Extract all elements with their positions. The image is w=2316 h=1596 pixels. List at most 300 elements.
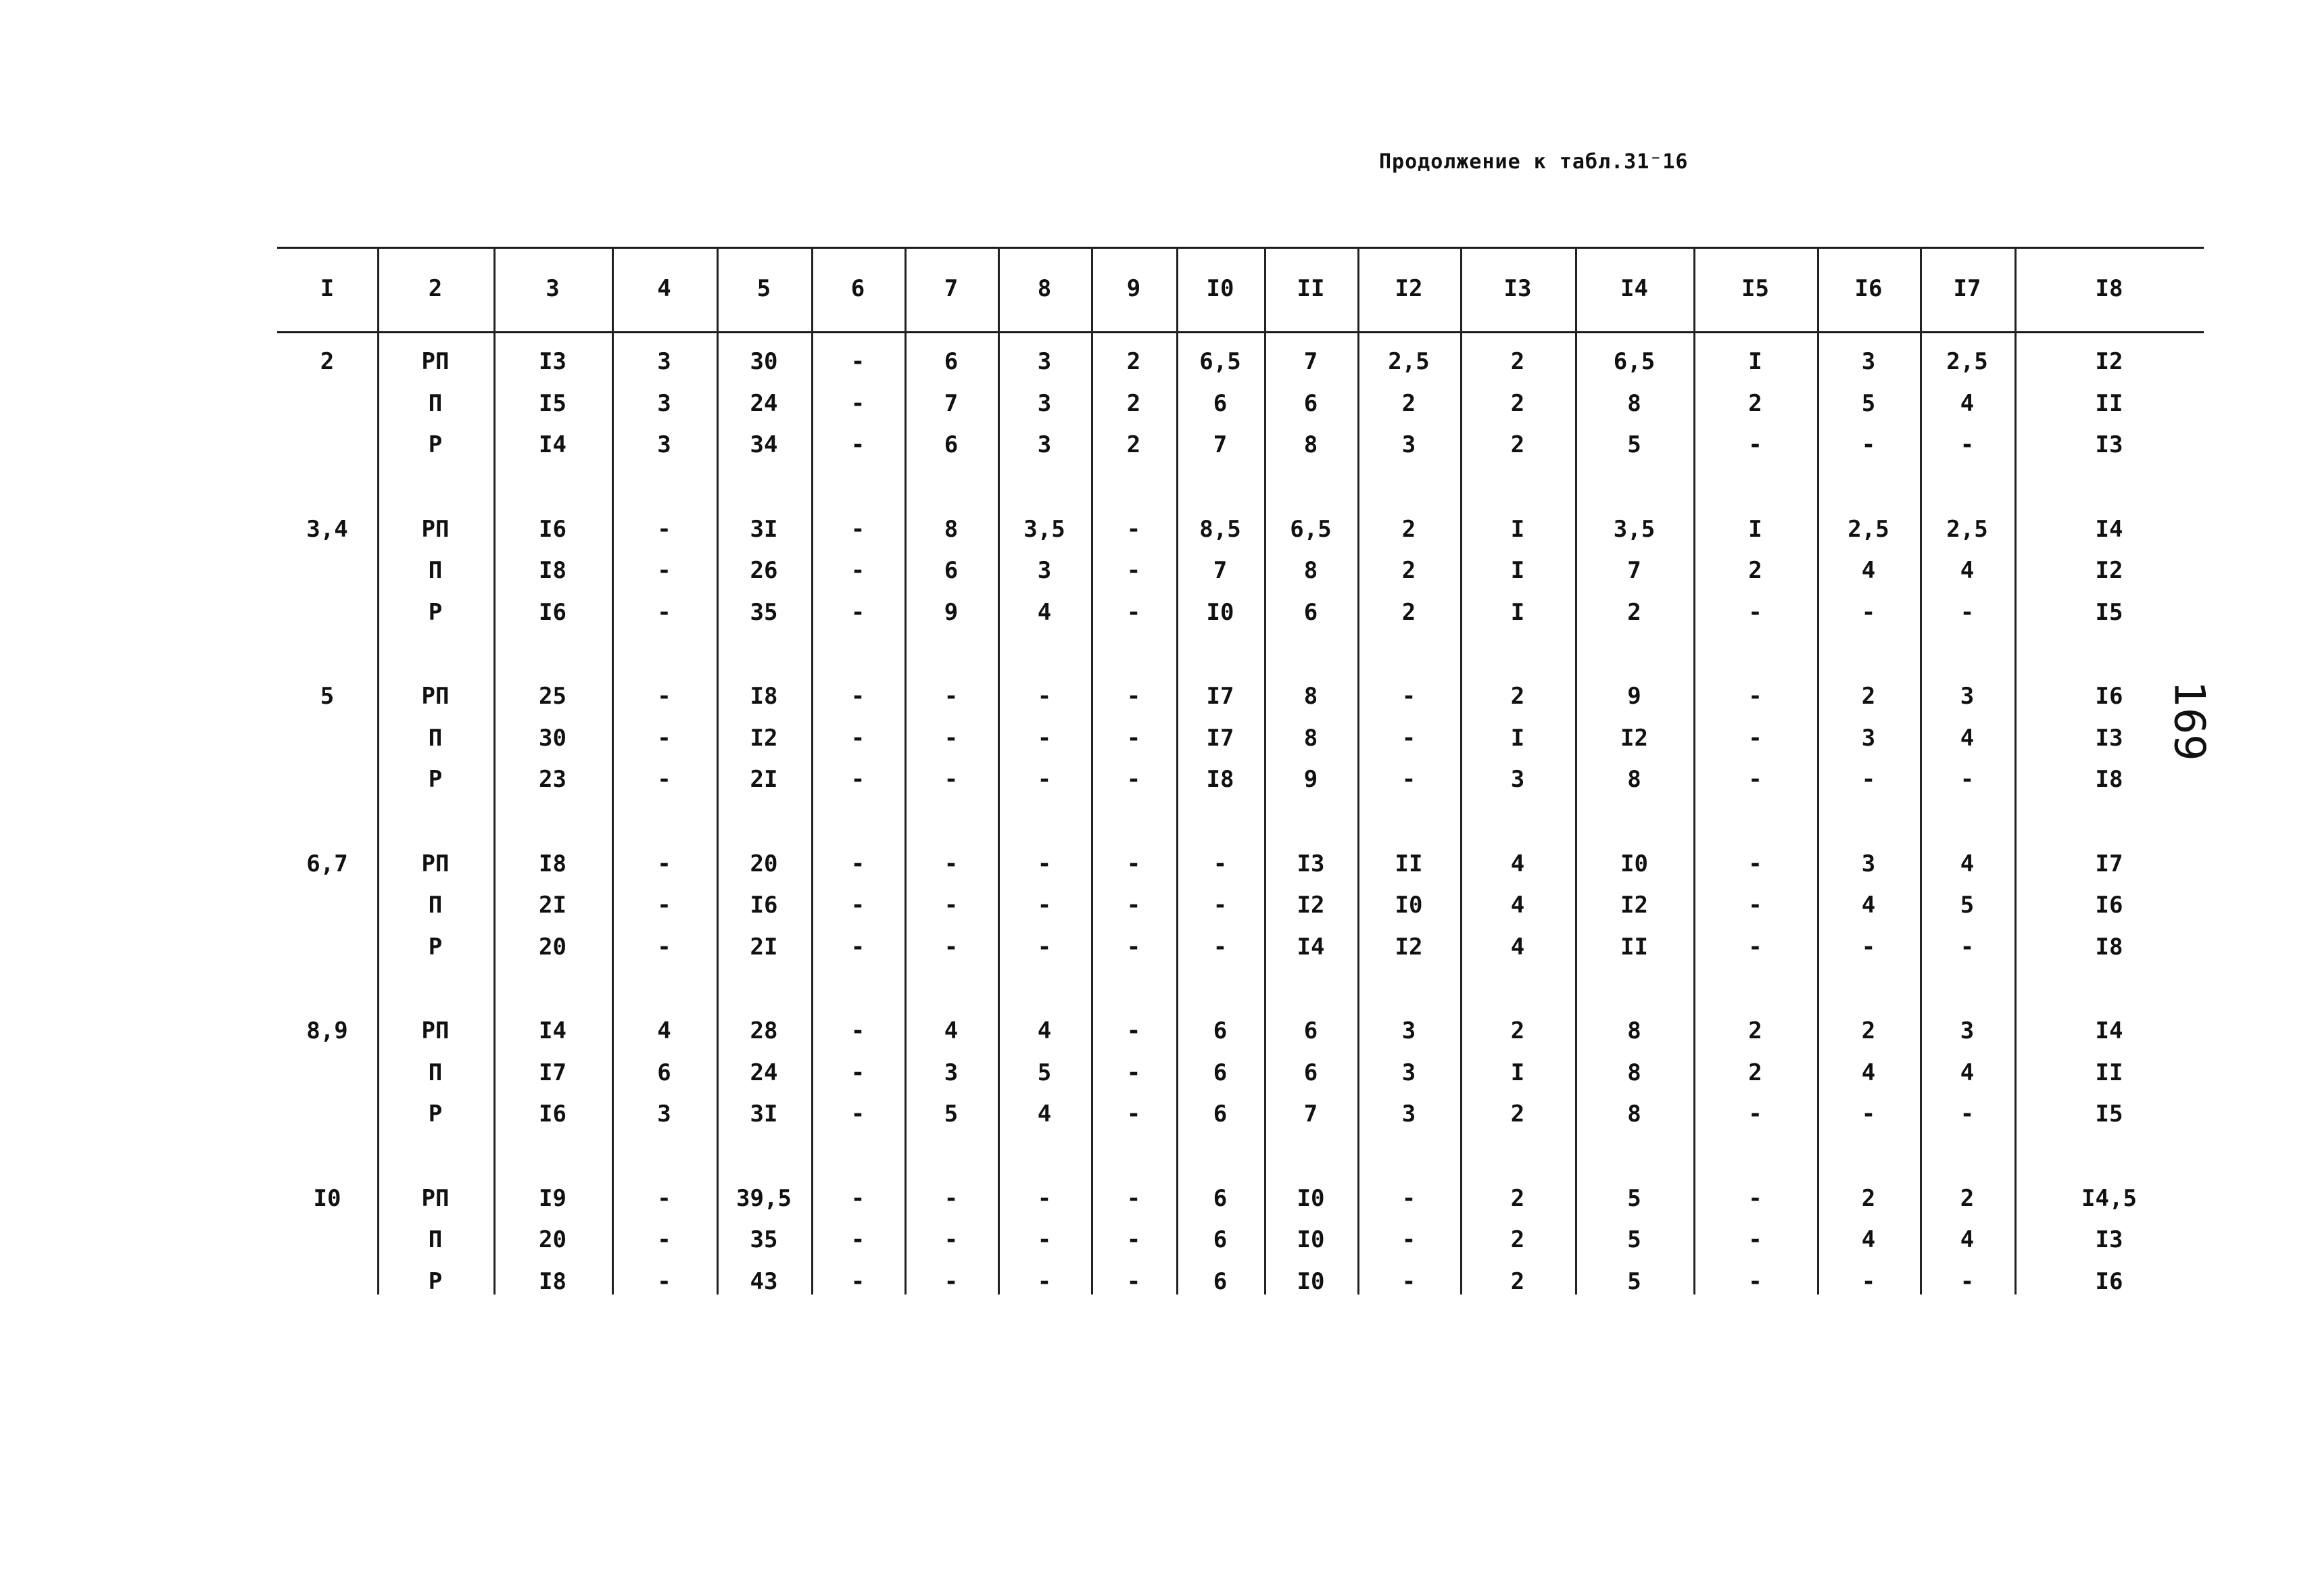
- table-cell: I3: [1297, 850, 1325, 877]
- table-cell: 2I: [750, 766, 778, 793]
- table-cell: I8: [750, 683, 778, 710]
- table-cell: I8: [539, 1267, 566, 1295]
- table-cell: I2: [1620, 724, 1648, 752]
- table-cell: -: [1126, 598, 1141, 626]
- table-cell: -: [1401, 1267, 1416, 1295]
- table-cell: -: [1748, 1184, 1762, 1212]
- header-cell: 6: [850, 275, 865, 302]
- table-cell: II: [1395, 850, 1423, 877]
- table-cell: I: [1510, 1059, 1525, 1086]
- table-cell: 3: [1960, 1017, 1975, 1044]
- table-cell: 25: [539, 683, 566, 710]
- table-cell: 3: [1401, 431, 1416, 458]
- table-cell: -: [850, 1101, 865, 1128]
- table-cell: I6: [539, 515, 566, 543]
- table-cell: РП: [421, 515, 450, 543]
- group-id-cell: 5: [320, 683, 335, 710]
- table-cell: -: [1126, 683, 1141, 710]
- table-cell: I4: [2095, 515, 2123, 543]
- table-cell: -: [1037, 1267, 1052, 1295]
- header-cell: I8: [2095, 275, 2123, 302]
- table-cell: -: [657, 850, 671, 877]
- table-cell: I8: [2095, 766, 2123, 793]
- table-cell: -: [657, 892, 671, 919]
- group-id-cell: I0: [313, 1184, 341, 1212]
- header-cell: I3: [1503, 275, 1532, 302]
- table-cell: Р: [428, 598, 443, 626]
- table-cell: -: [657, 683, 671, 710]
- table-cell: -: [944, 892, 959, 919]
- table-cell: 2,5: [1946, 348, 1988, 375]
- table-cell: I8: [539, 557, 566, 584]
- table-cell: -: [657, 515, 671, 543]
- header-cell: I2: [1395, 275, 1423, 302]
- table-cell: 6: [1303, 1017, 1318, 1044]
- table-cell: 23: [539, 766, 566, 793]
- table-cell: 2: [1510, 1101, 1525, 1128]
- table-cell: 2: [1126, 348, 1141, 375]
- table-cell: 43: [750, 1267, 778, 1295]
- table-cell: I0: [1297, 1184, 1325, 1212]
- table-cell: 4: [1960, 1059, 1975, 1086]
- table-cell: -: [1861, 933, 1876, 961]
- table-cell: 24: [750, 389, 778, 417]
- table-cell: -: [657, 724, 671, 752]
- table-cell: 6: [1213, 1059, 1228, 1086]
- table-cell: I6: [2095, 1267, 2123, 1295]
- table-cell: -: [657, 557, 671, 584]
- table-cell: -: [1861, 1267, 1876, 1295]
- table-cell: I5: [2095, 1101, 2123, 1128]
- table-cell: П: [428, 1059, 443, 1086]
- table-cell: -: [850, 1226, 865, 1253]
- table-cell: 4: [1510, 892, 1525, 919]
- table-cell: -: [1037, 850, 1052, 877]
- table-cell: -: [1748, 1101, 1762, 1128]
- table-cell: 4: [1510, 850, 1525, 877]
- table-cell: -: [1126, 724, 1141, 752]
- table-cell: 4: [1861, 557, 1876, 584]
- table-cell: I2: [2095, 348, 2123, 375]
- table-cell: I6: [750, 892, 778, 919]
- table-cell: -: [1126, 515, 1141, 543]
- table-cell: -: [1126, 766, 1141, 793]
- table-cell: 7: [1303, 348, 1318, 375]
- table-cell: 2I: [539, 892, 566, 919]
- table-cell: 6: [944, 557, 959, 584]
- table-cell: 2: [1861, 1184, 1876, 1212]
- table-cell: -: [1401, 766, 1416, 793]
- table-cell: -: [1748, 1267, 1762, 1295]
- table-cell: I8: [1206, 766, 1234, 793]
- table-cell: 2,5: [1946, 515, 1988, 543]
- table-header-rule: [277, 331, 2204, 333]
- table-cell: 2: [1510, 348, 1525, 375]
- table-cell: 20: [750, 850, 778, 877]
- table-cell: 26: [750, 557, 778, 584]
- table-cell: 7: [1213, 431, 1228, 458]
- table-cell: -: [1960, 1267, 1975, 1295]
- table-cell: I0: [1395, 892, 1423, 919]
- table-cell: 2: [1510, 683, 1525, 710]
- table-cell: -: [1126, 1267, 1141, 1295]
- table-cell: 3I: [750, 515, 778, 543]
- table-cell: -: [1748, 724, 1762, 752]
- table-cell: 2,5: [1848, 515, 1889, 543]
- table-cell: I4: [539, 1017, 566, 1044]
- table-cell: I2: [1620, 892, 1648, 919]
- table-cell: 2: [1510, 431, 1525, 458]
- group-id-cell: 2: [320, 348, 335, 375]
- table-cell: -: [1401, 683, 1416, 710]
- table-cell: 6: [1213, 1101, 1228, 1128]
- table-cell: РП: [421, 850, 450, 877]
- table-cell: 4: [1510, 933, 1525, 961]
- group-id-cell: 3,4: [306, 515, 348, 543]
- table-cell: -: [1037, 892, 1052, 919]
- table-cell: РП: [421, 1184, 450, 1212]
- table-cell: 3: [657, 389, 671, 417]
- table-cell: I2: [1395, 933, 1423, 961]
- table-cell: 5: [1960, 892, 1975, 919]
- table-cell: -: [1037, 1184, 1052, 1212]
- group-id-cell: 6,7: [306, 850, 348, 877]
- table-cell: -: [1401, 724, 1416, 752]
- table-cell: 3I: [750, 1101, 778, 1128]
- table-cell: -: [1126, 1226, 1141, 1253]
- table-cell: -: [1126, 557, 1141, 584]
- table-cell: 3: [1037, 431, 1052, 458]
- table-cell: -: [1748, 431, 1762, 458]
- table-cell: I3: [2095, 1226, 2123, 1253]
- table-cell: I0: [1206, 598, 1234, 626]
- table-cell: 4: [657, 1017, 671, 1044]
- table-cell: -: [1126, 1017, 1141, 1044]
- table-cell: 4: [1960, 1226, 1975, 1253]
- table-cell: 2I: [750, 933, 778, 961]
- table-cell: 7: [944, 389, 959, 417]
- table-cell: 8: [944, 515, 959, 543]
- table-cell: 6: [1213, 1184, 1228, 1212]
- table-cell: I7: [2095, 850, 2123, 877]
- table-cell: -: [944, 683, 959, 710]
- header-cell: I5: [1741, 275, 1769, 302]
- table-cell: -: [944, 1226, 959, 1253]
- table-cell: -: [850, 683, 865, 710]
- table-cell: -: [944, 933, 959, 961]
- table-cell: -: [850, 724, 865, 752]
- table-cell: I3: [2095, 431, 2123, 458]
- table-cell: 3: [1401, 1101, 1416, 1128]
- table-cell: Р: [428, 1101, 443, 1128]
- table-cell: I2: [2095, 557, 2123, 584]
- table-cell: П: [428, 724, 443, 752]
- table-cell: 7: [1627, 557, 1641, 584]
- table-cell: 6,5: [1613, 348, 1656, 375]
- table-cell: 2: [1401, 598, 1416, 626]
- table-cell: -: [657, 598, 671, 626]
- table-cell: -: [1748, 1226, 1762, 1253]
- table-cell: РП: [421, 348, 450, 375]
- table-cell: I7: [539, 1059, 566, 1086]
- table-cell: 5: [944, 1101, 959, 1128]
- table-cell: 6: [1303, 1059, 1318, 1086]
- table-cell: -: [1960, 766, 1975, 793]
- table-cell: Р: [428, 933, 443, 961]
- table-cell: 6: [1213, 1267, 1228, 1295]
- table-cell: 2: [1861, 1017, 1876, 1044]
- table-cell: 2: [1126, 389, 1141, 417]
- table-cell: -: [850, 557, 865, 584]
- table-cell: I7: [1206, 683, 1234, 710]
- table-cell: -: [657, 1226, 671, 1253]
- table-cell: Р: [428, 431, 443, 458]
- table-cell: 6: [1213, 1017, 1228, 1044]
- table-cell: 5: [1861, 389, 1876, 417]
- table-cell: I4: [1297, 933, 1325, 961]
- table-cell: 2: [1748, 1059, 1762, 1086]
- table-cell: -: [1960, 431, 1975, 458]
- table-cell: -: [1037, 933, 1052, 961]
- table-cell: 20: [539, 933, 566, 961]
- table-cell: 3: [657, 431, 671, 458]
- table-cell: -: [1748, 683, 1762, 710]
- table-cell: -: [944, 1184, 959, 1212]
- table-cell: 6: [657, 1059, 671, 1086]
- table-cell: -: [850, 389, 865, 417]
- table-cell: 8: [1627, 1017, 1641, 1044]
- table-cell: I6: [539, 1101, 566, 1128]
- table-cell: 3: [1510, 766, 1525, 793]
- table-cell: II: [2095, 389, 2123, 417]
- header-cell: 3: [546, 275, 560, 302]
- table-cell: 3: [1401, 1059, 1416, 1086]
- table-cell: -: [657, 766, 671, 793]
- table-cell: I2: [1297, 892, 1325, 919]
- table-cell: -: [1213, 892, 1228, 919]
- table-cell: 5: [1627, 1226, 1641, 1253]
- table-cell: I: [1510, 515, 1525, 543]
- table-cell: -: [944, 766, 959, 793]
- table-cell: -: [1960, 933, 1975, 961]
- table-cell: -: [1037, 683, 1052, 710]
- table-cell: 3,5: [1023, 515, 1065, 543]
- table-cell: 4: [1037, 598, 1052, 626]
- table-cell: 8: [1303, 431, 1318, 458]
- header-cell: I0: [1206, 275, 1234, 302]
- table-cell: 6: [1303, 389, 1318, 417]
- table-cell: -: [1126, 892, 1141, 919]
- table-cell: 8: [1627, 766, 1641, 793]
- table-cell: -: [1126, 1184, 1141, 1212]
- table-cell: -: [850, 892, 865, 919]
- table-cell: 2: [1401, 389, 1416, 417]
- table-cell: 5: [1037, 1059, 1052, 1086]
- table-cell: 9: [944, 598, 959, 626]
- table-cell: I: [1510, 557, 1525, 584]
- table-cell: 9: [1627, 683, 1641, 710]
- table-cell: 2: [1627, 598, 1641, 626]
- table-cell: I3: [2095, 724, 2123, 752]
- table-cell: 2: [1861, 683, 1876, 710]
- table-cell: -: [850, 1267, 865, 1295]
- table-cell: 8,5: [1199, 515, 1241, 543]
- table-cell: П: [428, 389, 443, 417]
- table-cell: -: [850, 515, 865, 543]
- table-cell: -: [1213, 933, 1228, 961]
- table-cell: -: [850, 1184, 865, 1212]
- table-cell: 3: [1960, 683, 1975, 710]
- table-cell: 6: [944, 431, 959, 458]
- table-cell: -: [1126, 1101, 1141, 1128]
- table-cell: -: [657, 933, 671, 961]
- table-cell: 8: [1303, 683, 1318, 710]
- table-cell: 3: [657, 1101, 671, 1128]
- table-cell: 4: [1960, 850, 1975, 877]
- table-cell: -: [1126, 850, 1141, 877]
- table-cell: 30: [539, 724, 566, 752]
- table-cell: 3: [944, 1059, 959, 1086]
- table-cell: 2: [1960, 1184, 1975, 1212]
- table-cell: 2,5: [1388, 348, 1430, 375]
- table-cell: П: [428, 557, 443, 584]
- table-cell: -: [1960, 598, 1975, 626]
- table-cell: 4: [1960, 389, 1975, 417]
- table-cell: II: [2095, 1059, 2123, 1086]
- table-cell: 3: [1861, 348, 1876, 375]
- table-cell: -: [850, 1059, 865, 1086]
- table-cell: 3: [1037, 389, 1052, 417]
- table-cell: I6: [2095, 683, 2123, 710]
- table-cell: -: [657, 1267, 671, 1295]
- table-cell: -: [850, 431, 865, 458]
- table-cell: -: [850, 598, 865, 626]
- table-cell: -: [1861, 598, 1876, 626]
- table-cell: I4: [539, 431, 566, 458]
- table-cell: 24: [750, 1059, 778, 1086]
- table-cell: 8: [1627, 389, 1641, 417]
- table-cell: -: [1861, 431, 1876, 458]
- table-cell: 28: [750, 1017, 778, 1044]
- table-cell: -: [850, 1017, 865, 1044]
- table-cell: 5: [1627, 1184, 1641, 1212]
- header-cell: 5: [756, 275, 771, 302]
- table-cell: 6: [1213, 1226, 1228, 1253]
- table-cell: 4: [1037, 1101, 1052, 1128]
- table-cell: -: [944, 724, 959, 752]
- table-cell: 4: [1037, 1017, 1052, 1044]
- table-cell: П: [428, 1226, 443, 1253]
- table-cell: 5: [1627, 431, 1641, 458]
- table-cell: РП: [421, 1017, 450, 1044]
- table-cell: -: [1037, 1226, 1052, 1253]
- table-cell: 2: [1510, 1184, 1525, 1212]
- table-cell: -: [1748, 766, 1762, 793]
- table-cell: I6: [2095, 892, 2123, 919]
- table-cell: 4: [1861, 1226, 1876, 1253]
- table-cell: -: [1748, 892, 1762, 919]
- table-cell: 7: [1213, 557, 1228, 584]
- table-cell: 34: [750, 431, 778, 458]
- table-cell: 2: [1126, 431, 1141, 458]
- table-cell: I3: [539, 348, 566, 375]
- table-cell: 3: [1037, 348, 1052, 375]
- table-cell: 8: [1303, 557, 1318, 584]
- table-cell: 30: [750, 348, 778, 375]
- table-cell: I5: [539, 389, 566, 417]
- table-cell: 4: [1861, 1059, 1876, 1086]
- table-cell: 6,5: [1199, 348, 1241, 375]
- table-top-rule: [277, 247, 2204, 249]
- table-cell: 8: [1627, 1059, 1641, 1086]
- table-cell: I: [1748, 348, 1762, 375]
- table-cell: 4: [944, 1017, 959, 1044]
- table-cell: -: [1213, 850, 1228, 877]
- data-table: [277, 247, 2204, 1295]
- table-cell: 2: [1401, 515, 1416, 543]
- table-cell: 6: [1303, 598, 1318, 626]
- header-cell: I: [320, 275, 335, 302]
- page-number: 169: [2165, 681, 2215, 761]
- table-cell: 6: [944, 348, 959, 375]
- table-cell: -: [1401, 1226, 1416, 1253]
- table-cell: -: [1126, 1059, 1141, 1086]
- header-cell: I7: [1953, 275, 1981, 302]
- table-cell: 2: [1748, 1017, 1762, 1044]
- table-cell: 9: [1303, 766, 1318, 793]
- table-cell: I4,5: [2081, 1184, 2137, 1212]
- table-cell: -: [1960, 1101, 1975, 1128]
- table-cell: I7: [1206, 724, 1234, 752]
- table-cell: -: [1748, 933, 1762, 961]
- table-cell: 4: [1861, 892, 1876, 919]
- table-cell: I8: [2095, 933, 2123, 961]
- table-cell: -: [850, 850, 865, 877]
- table-cell: 35: [750, 598, 778, 626]
- table-cell: 3: [1401, 1017, 1416, 1044]
- table-cell: I6: [539, 598, 566, 626]
- table-cell: I8: [539, 850, 566, 877]
- table-cell: -: [1861, 1101, 1876, 1128]
- header-cell: 7: [944, 275, 959, 302]
- table-cell: Р: [428, 766, 443, 793]
- header-cell: 4: [657, 275, 671, 302]
- table-cell: -: [657, 1184, 671, 1212]
- table-cell: I0: [1297, 1226, 1325, 1253]
- table-cell: 6: [1213, 389, 1228, 417]
- table-cell: 3: [657, 348, 671, 375]
- table-cell: 2: [1510, 1226, 1525, 1253]
- table-cell: 6,5: [1290, 515, 1332, 543]
- header-cell: II: [1297, 275, 1325, 302]
- table-cell: 7: [1303, 1101, 1318, 1128]
- table-cell: 4: [1960, 724, 1975, 752]
- table-cell: 3,5: [1613, 515, 1656, 543]
- table-cell: I4: [2095, 1017, 2123, 1044]
- table-cell: -: [850, 348, 865, 375]
- table-cell: РП: [421, 683, 450, 710]
- table-cell: 2: [1510, 1267, 1525, 1295]
- table-cell: 8: [1627, 1101, 1641, 1128]
- table-cell: -: [850, 933, 865, 961]
- table-cell: 2: [1510, 389, 1525, 417]
- header-cell: 2: [428, 275, 443, 302]
- table-caption: Продолжение к табл.31⁻16: [1379, 150, 1689, 174]
- table-cell: I0: [1297, 1267, 1325, 1295]
- table-cell: 3: [1861, 850, 1876, 877]
- table-cell: П: [428, 892, 443, 919]
- table-cell: I: [1510, 598, 1525, 626]
